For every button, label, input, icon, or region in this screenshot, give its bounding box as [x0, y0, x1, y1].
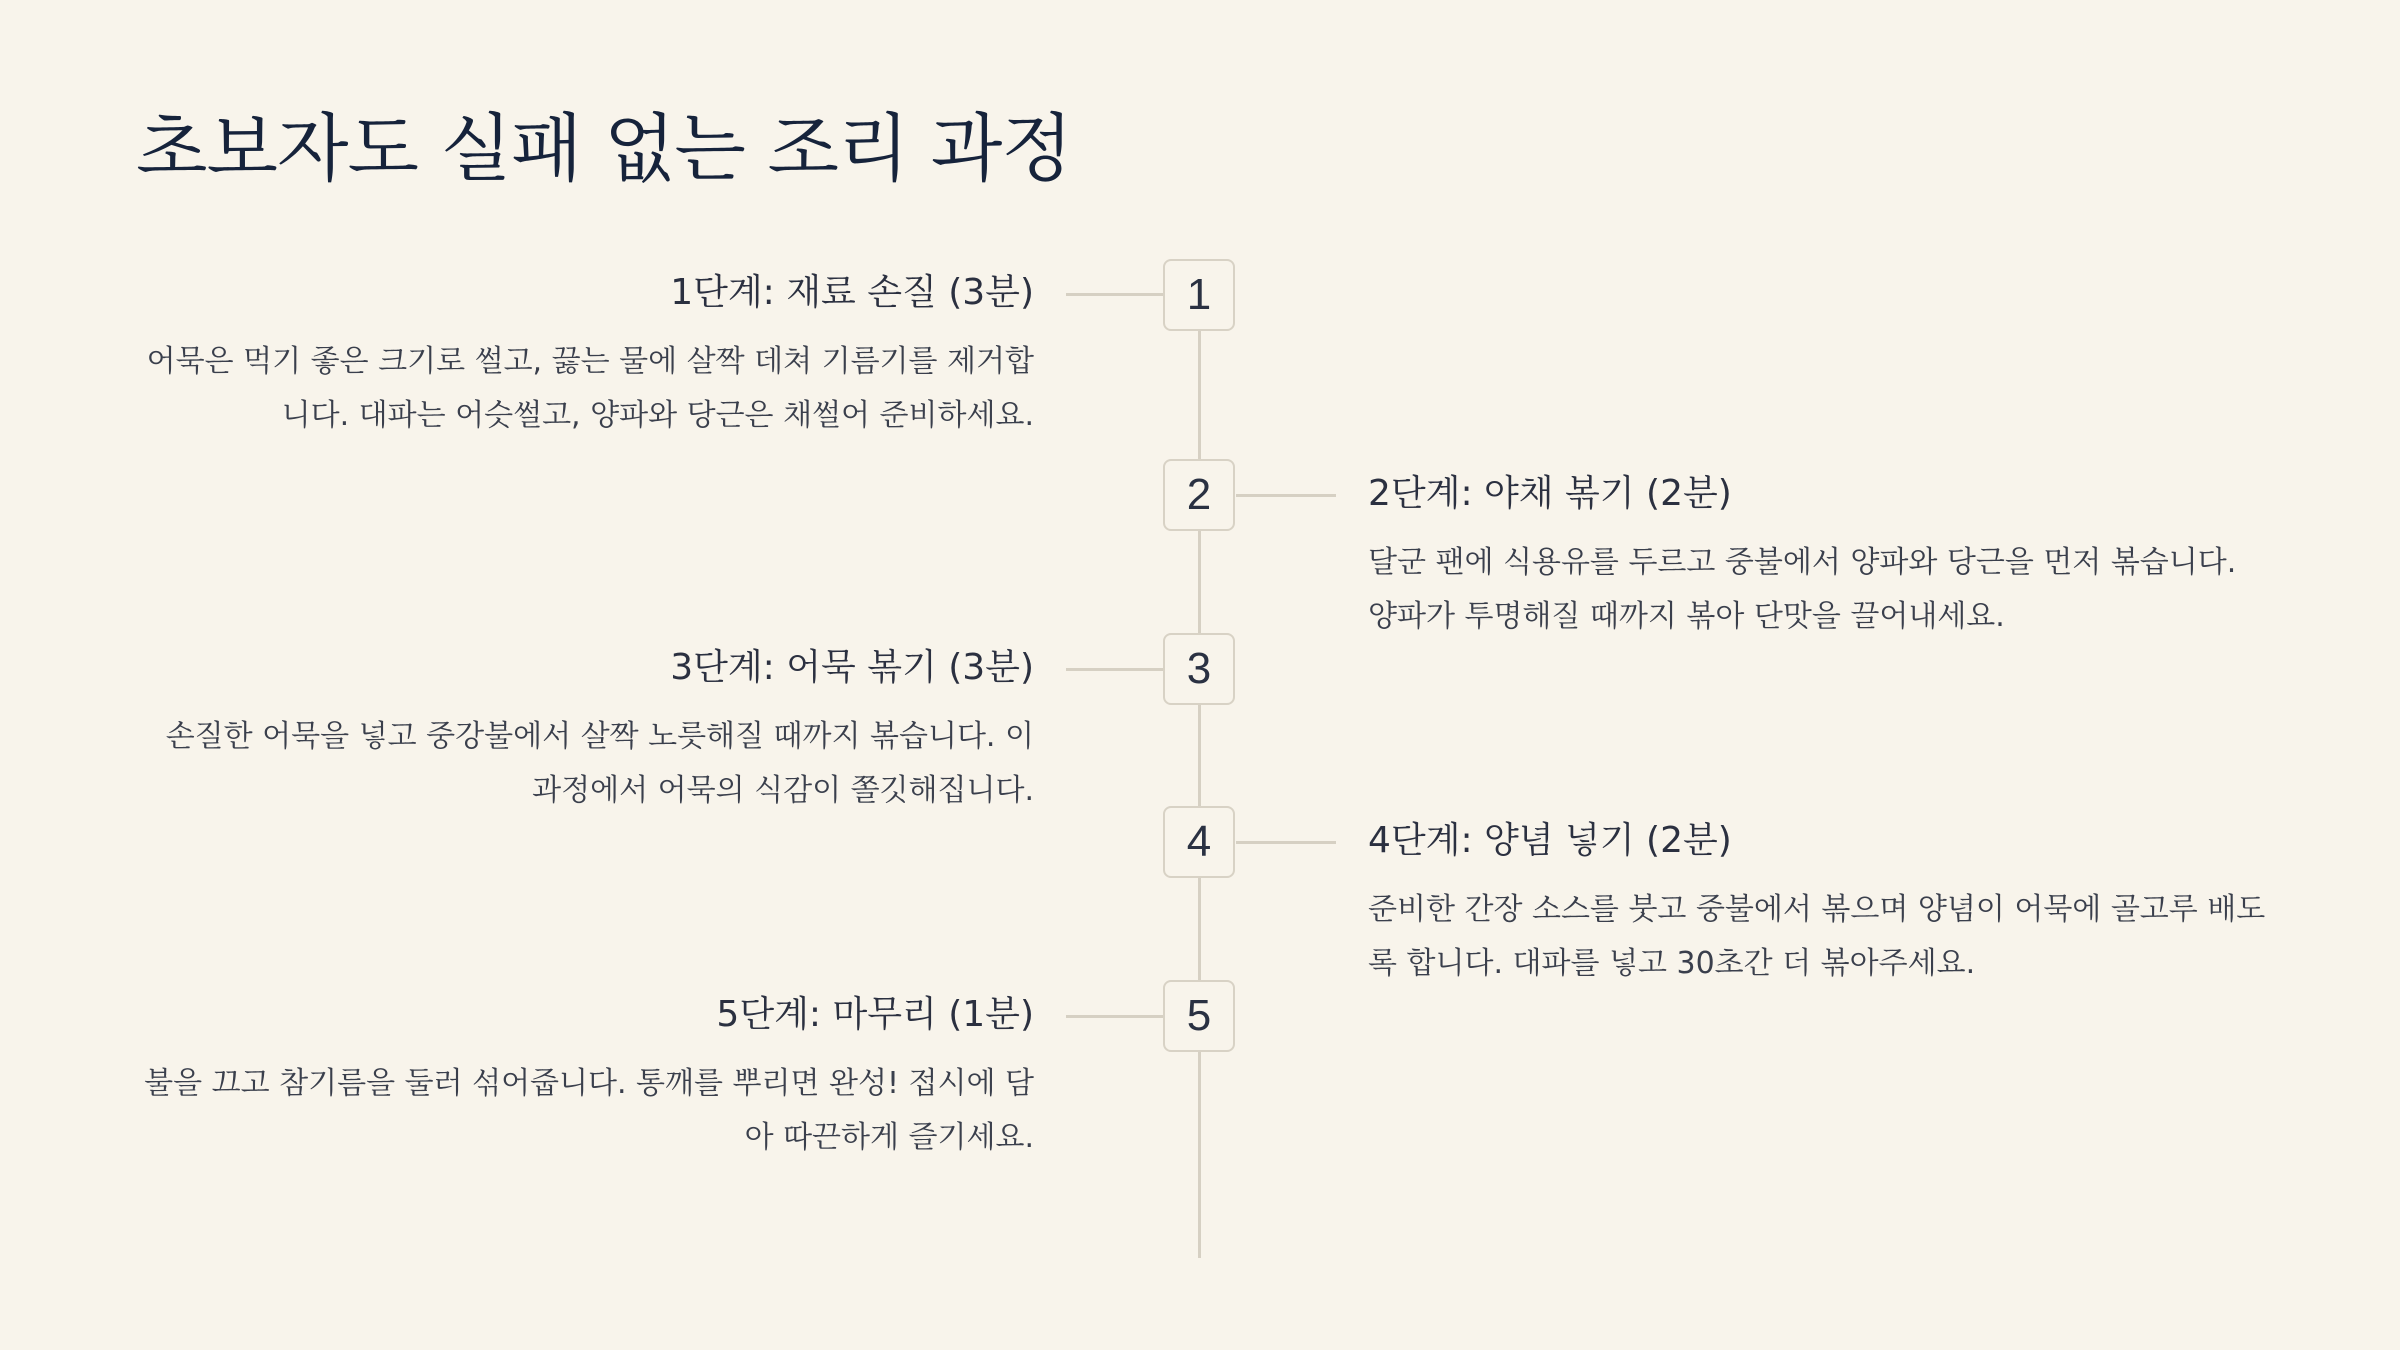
- step-3-connector: [1066, 668, 1166, 671]
- step-1-badge: 1: [1163, 259, 1235, 331]
- step-1: [134, 269, 1034, 443]
- step-2: [1368, 470, 2268, 644]
- step-2-title: 2단계: 야채 볶기 (2분): [1368, 473, 1732, 514]
- timeline-line: [1198, 280, 1201, 1258]
- step-4-connector: [1236, 841, 1336, 844]
- step-1-title: 1단계: 재료 손질 (3분): [670, 272, 1034, 313]
- step-3-title: 3단계: 어묵 볶기 (3분): [670, 647, 1034, 688]
- step-4-title: 4단계: 양념 넣기 (2분): [1368, 820, 1732, 861]
- step-2-connector: [1236, 494, 1336, 497]
- step-2-badge: 2: [1163, 459, 1235, 531]
- step-5-description: 불을 끄고 참기름을 둘러 섞어줍니다. 통깨를 뿌리면 완성! 접시에 담아 따끈하게 즐기세요.: [144, 1066, 1034, 1155]
- step-3-badge: 3: [1163, 633, 1235, 705]
- step-5: [134, 991, 1034, 1165]
- page-title: 초보자도 실패 없는 조리 과정: [136, 106, 1072, 192]
- step-1-description: 어묵은 먹기 좋은 크기로 썰고, 끓는 물에 살짝 데쳐 기름기를 제거합니다. 대파는 어슷썰고, 양파와 당근은 채썰어 준비하세요.: [146, 344, 1034, 433]
- step-3: [134, 644, 1034, 818]
- step-5-badge: 5: [1163, 980, 1235, 1052]
- step-4-badge: 4: [1163, 806, 1235, 878]
- step-1-connector: [1066, 293, 1166, 296]
- step-2-description: 달군 팬에 식용유를 두르고 중불에서 양파와 당근을 먼저 볶습니다. 양파가 투명해질 때까지 볶아 단맛을 끌어내세요.: [1368, 545, 2237, 634]
- step-5-connector: [1066, 1015, 1166, 1018]
- step-4: [1368, 817, 2268, 991]
- step-3-description: 손질한 어묵을 넣고 중강불에서 살짝 노릇해질 때까지 볶습니다. 이 과정에서 어묵의 식감이 쫄깃해집니다.: [165, 719, 1034, 808]
- step-5-title: 5단계: 마무리 (1분): [716, 994, 1034, 1035]
- step-4-description: 준비한 간장 소스를 붓고 중불에서 볶으며 양념이 어묵에 골고루 배도록 합니다. 대파를 넣고 30초간 더 볶아주세요.: [1368, 892, 2266, 981]
